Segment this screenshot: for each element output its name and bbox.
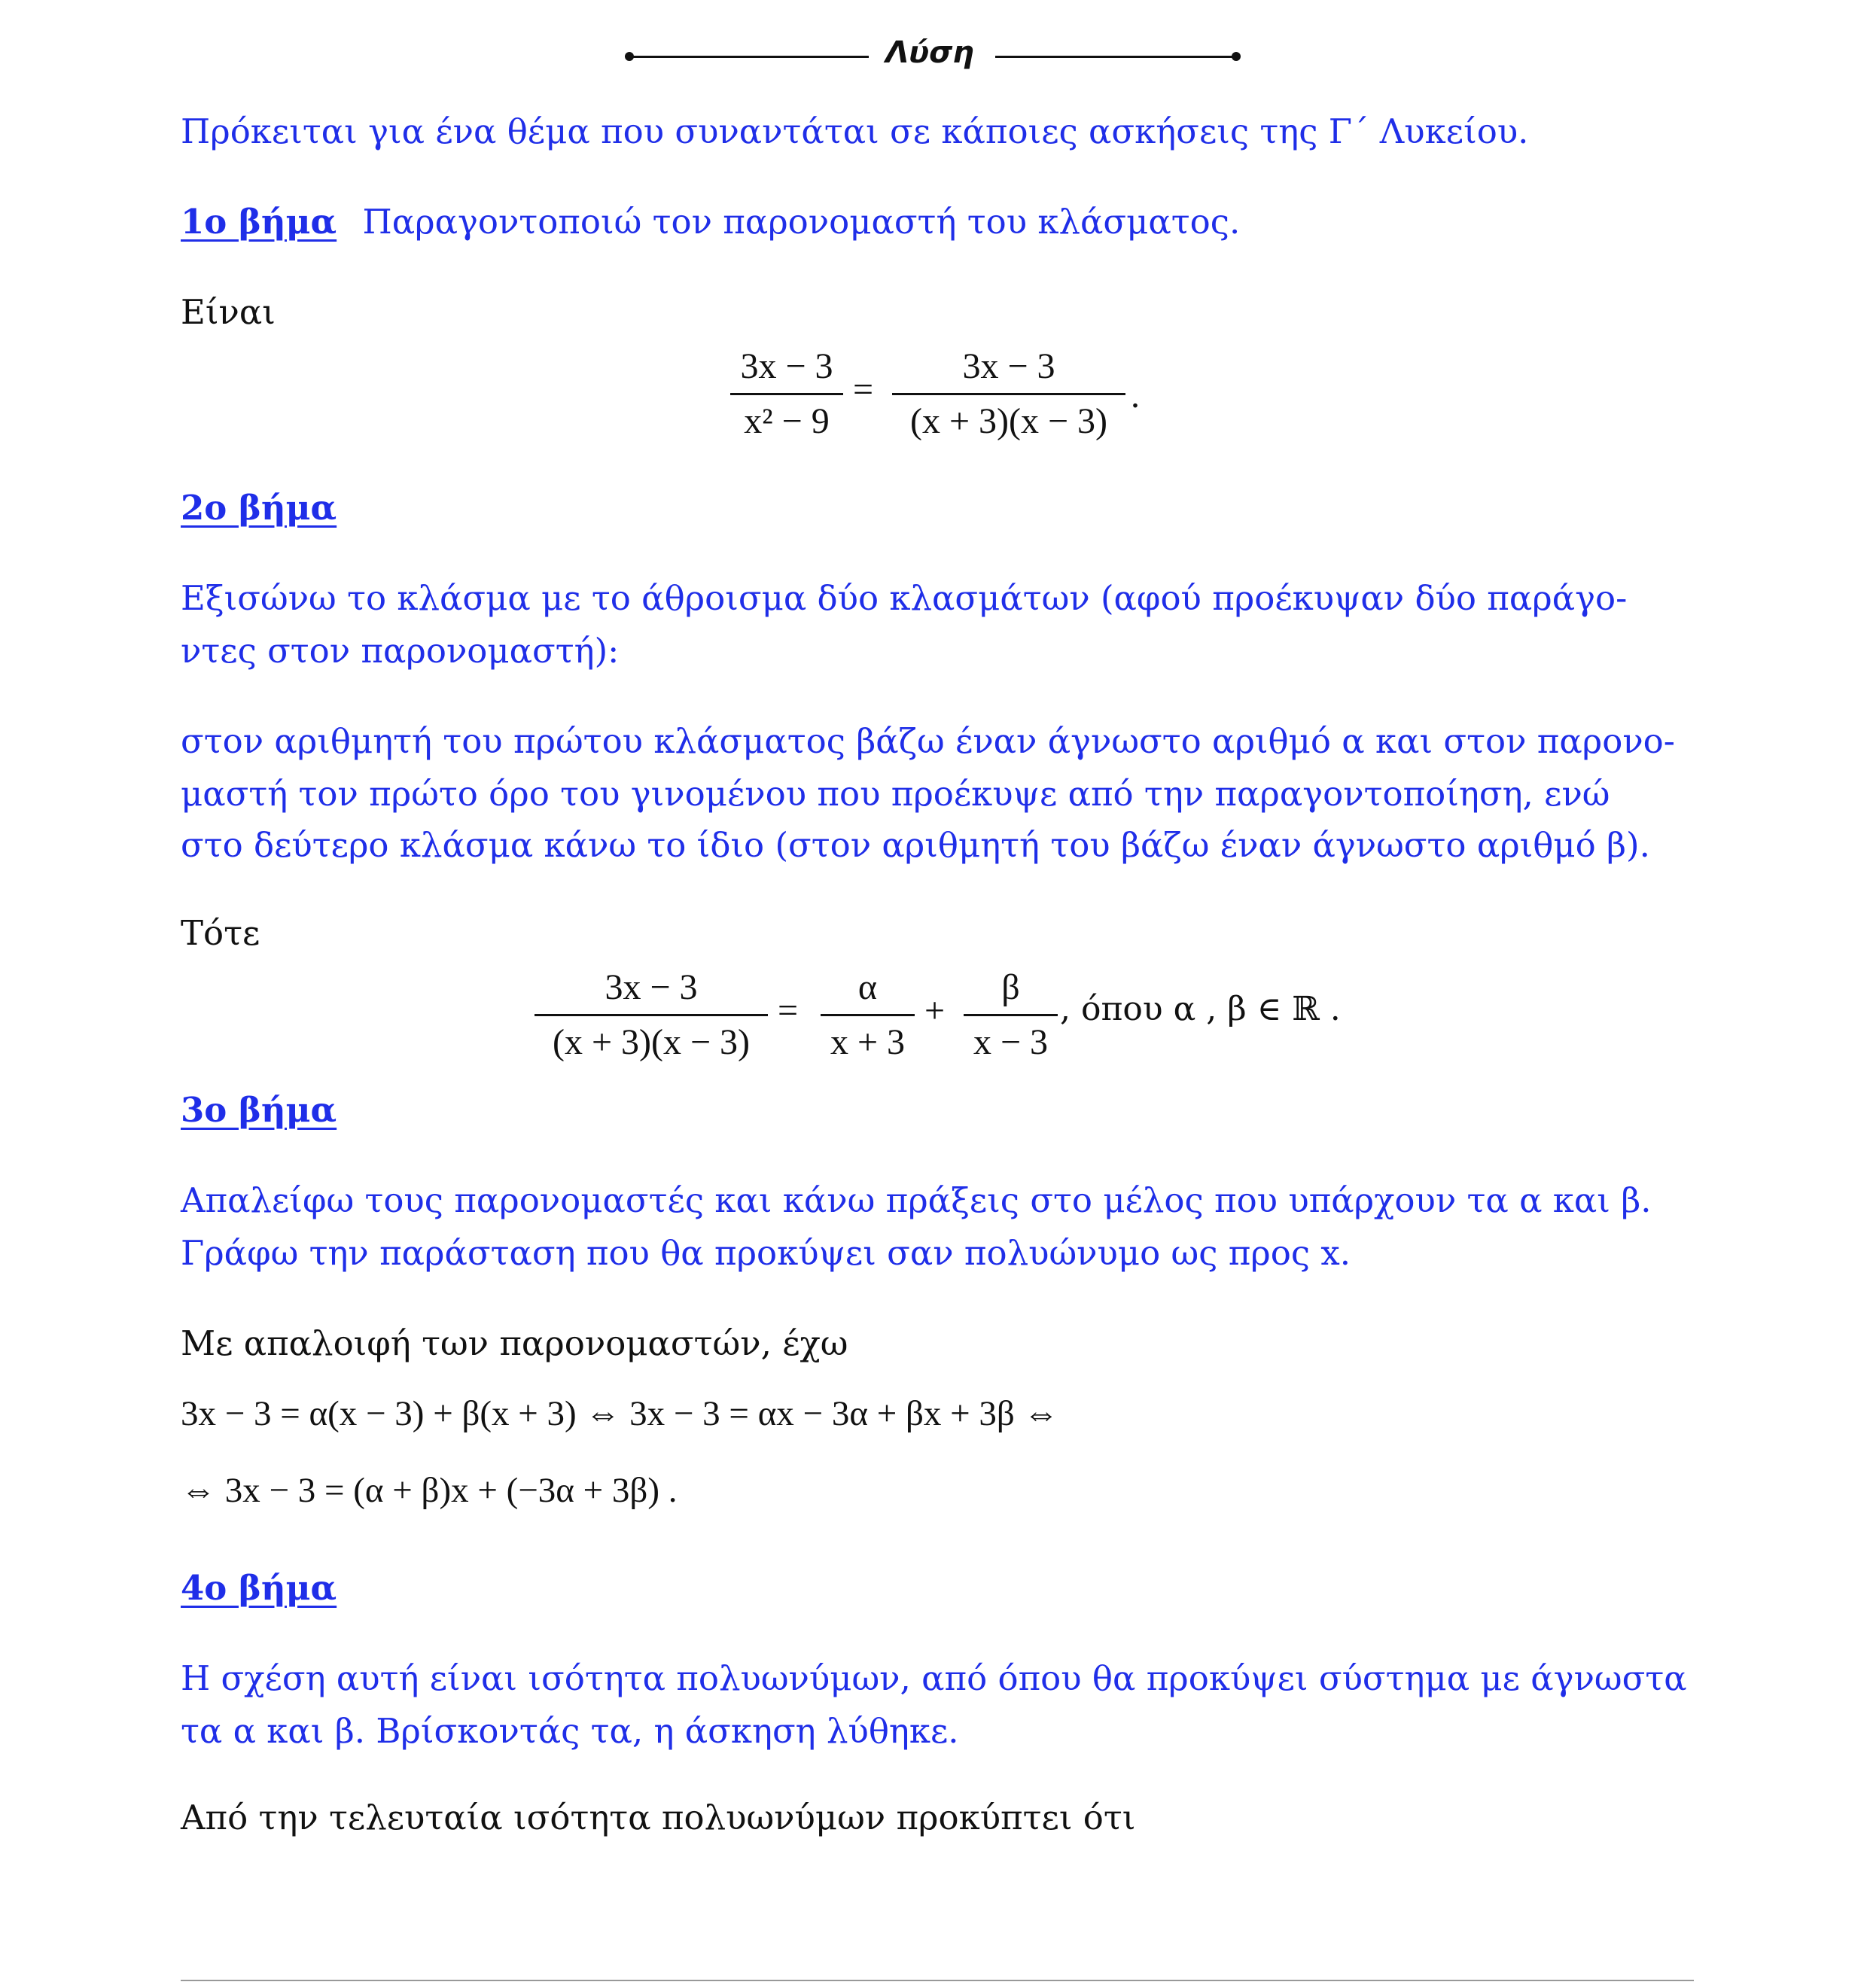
eq1-lhs-numerator: 3x − 3 — [740, 346, 833, 386]
step2-para1-line1: Εξισώνω το κλάσμα με το άθροισμα δύο κλασμάτων (αφού προέκυψαν δύο παράγο- — [181, 578, 1628, 618]
step2-label-row — [181, 482, 337, 534]
step3-line2: Γράφω την παράσταση που θα προκύψει σαν πολυώνυμο ως προς x. — [181, 1233, 1351, 1273]
step3-label: 3ο βήμα — [181, 1090, 337, 1130]
step2-para2-line1: στον αριθμητή του πρώτου κλάσματος βάζω έναν άγνωστο αριθμό α και στον παρονο- — [181, 721, 1675, 761]
eq2-beta-fraction — [964, 966, 1058, 1064]
eq2-equals: = — [778, 991, 799, 1031]
eq1-rhs-bar — [892, 393, 1125, 395]
eq2-alpha-denominator: x + 3 — [830, 1022, 906, 1062]
eq2-lhs-fraction — [535, 966, 768, 1064]
eq2-alpha-fraction — [821, 966, 915, 1064]
step1-label: 1ο βήμα — [181, 202, 337, 242]
eq2-tail: , όπου α , β ∈ ℝ . — [1060, 990, 1341, 1028]
step1-row — [181, 196, 1240, 248]
step4-label: 4ο βήμα — [181, 1568, 337, 1608]
eq1-equals: = — [853, 370, 874, 409]
step2-label: 2ο βήμα — [181, 488, 337, 528]
eq3-lead: Με απαλοιφή των παρονομαστών, έχω — [181, 1323, 848, 1363]
eq1-lead: Είναι — [181, 292, 276, 332]
step4-label-row — [181, 1562, 337, 1615]
eq2-lhs-denominator: (x + 3)(x − 3) — [552, 1022, 751, 1062]
eq2-beta-denominator: x − 3 — [973, 1022, 1049, 1062]
footer-rule — [181, 1980, 1694, 1981]
step4-line2: τα α και β. Βρίσκοντάς τα, η άσκηση λύθηκε. — [181, 1711, 959, 1751]
eq2-lhs-numerator: 3x − 3 — [605, 967, 698, 1007]
eq1-lhs-denominator: x² − 9 — [744, 401, 830, 441]
header-right-rule — [995, 56, 1235, 58]
step2-para2-line2: μαστή τον πρώτο όρο του γινομένου που προέκυψε από την παραγοντοποίηση, ενώ — [181, 774, 1610, 814]
eq1-lhs-bar — [730, 393, 843, 395]
eq2-plus: + — [924, 991, 946, 1031]
eq1-rhs-fraction — [892, 345, 1125, 443]
step2-para2-line3: στο δεύτερο κλάσμα κάνω το ίδιο (στον αριθμητή του βάζω έναν άγνωστο αριθμό β). — [181, 825, 1650, 865]
intro-text: Πρόκειται για ένα θέμα που συναντάται σε κάποιες ασκήσεις της Γ΄ Λυκείου. — [181, 111, 1529, 151]
eq1-lhs-fraction — [730, 345, 843, 443]
eq2-beta-bar — [964, 1014, 1058, 1016]
eq2-alpha-bar — [821, 1014, 915, 1016]
step3-label-row — [181, 1084, 337, 1137]
step1-text: Παραγοντοποιώ τον παρονομαστή του κλάσματος. — [362, 202, 1241, 242]
step2-para1-line2: ντες στον παρονομαστή): — [181, 631, 620, 671]
eq1-period: . — [1131, 376, 1140, 416]
eq2-lhs-bar — [535, 1014, 768, 1016]
eq2-beta-numerator: β — [1001, 967, 1020, 1007]
step3-line1: Απαλείφω τους παρονομαστές και κάνω πράξεις στο μέλος που υπάρχουν τα α και β. — [181, 1180, 1652, 1220]
header-title: Λύση — [885, 35, 974, 70]
header-right-dot — [1232, 52, 1241, 61]
eq2-lead: Τότε — [181, 913, 260, 953]
step4-line1: Η σχέση αυτή είναι ισότητα πολυωνύμων, από όπου θα προκύψει σύστημα με άγνωστα — [181, 1658, 1687, 1698]
header-left-rule — [629, 56, 869, 58]
eq3-line2: ⇔ 3x − 3 = (α + β)x + (−3α + 3β) . — [181, 1471, 678, 1510]
closing-text: Από την τελευταία ισότητα πολυωνύμων προκύπτει ότι — [181, 1798, 1136, 1837]
eq2-alpha-numerator: α — [857, 967, 878, 1007]
eq1-rhs-denominator: (x + 3)(x − 3) — [909, 401, 1108, 441]
eq1-rhs-numerator: 3x − 3 — [962, 346, 1055, 386]
solution-header — [625, 34, 1242, 79]
eq3-line1: 3x − 3 = α(x − 3) + β(x + 3) ⇔ 3x − 3 = αx − 3α + βx + 3β ⇔ — [181, 1394, 1059, 1433]
